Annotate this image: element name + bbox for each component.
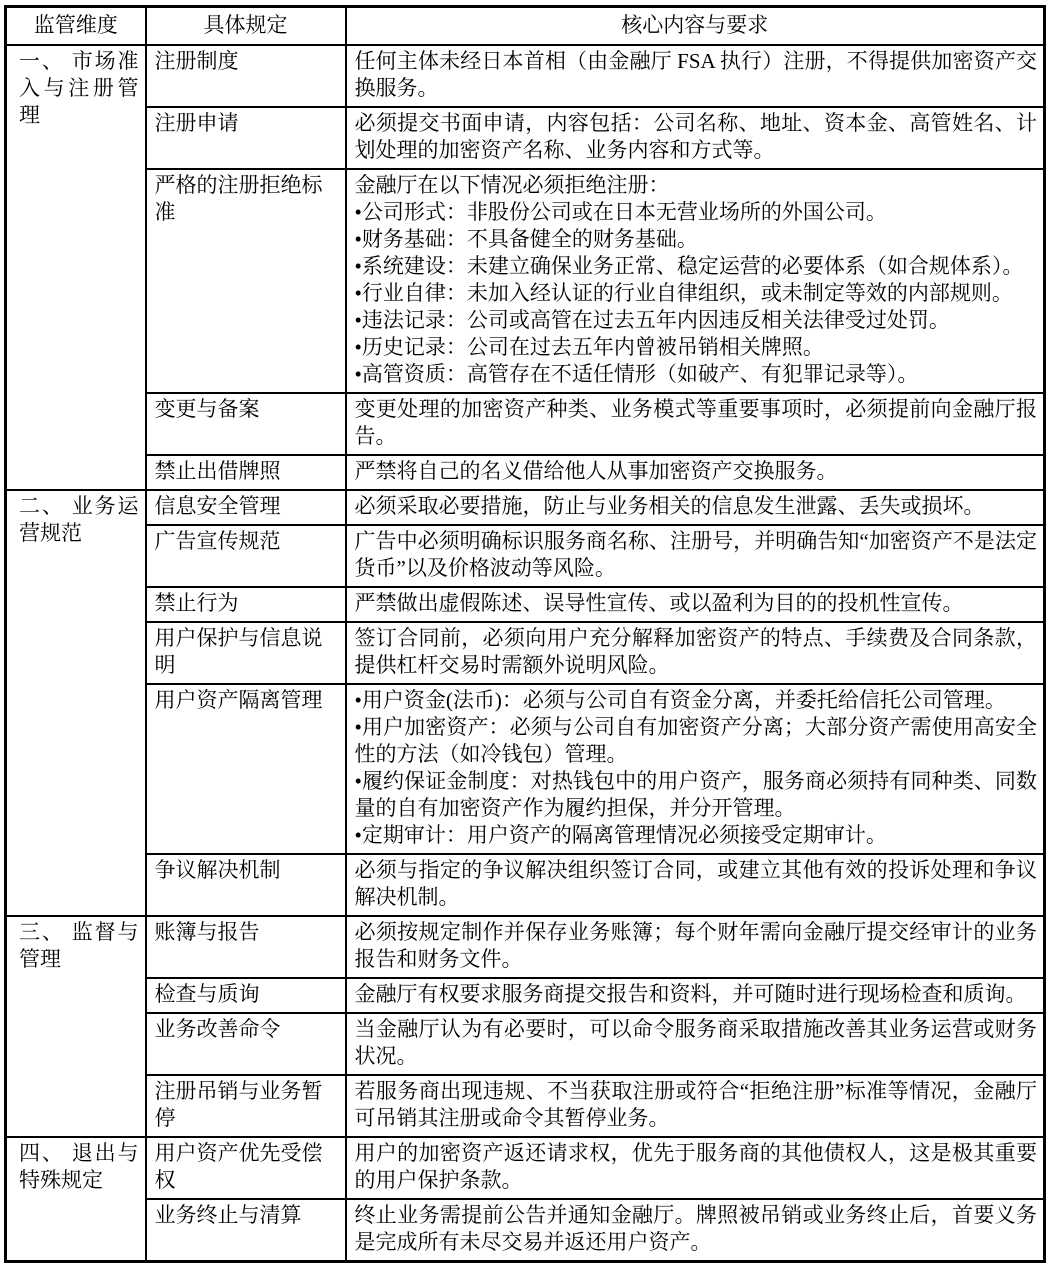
provision-cell: 禁止行为 (146, 587, 346, 622)
content-line: 严禁将自己的名义借给他人从事加密资产交换服务。 (354, 459, 838, 483)
content-line: 当金融厅认为有必要时，可以命令服务商采取措施改善其业务运营或财务状况。 (354, 1017, 1037, 1068)
table-row (6, 525, 1045, 587)
dimension-cell: 一、 市场准入与注册管理 (6, 45, 146, 490)
content-line: •财务基础：不具备健全的财务基础。 (354, 227, 698, 251)
header-content: 核心内容与要求 (346, 7, 1045, 46)
provision-cell: 业务改善命令 (146, 1013, 346, 1075)
content-line: 必须按规定制作并保存业务账簿；每个财年需向金融厅提交经审计的业务报告和财务文件。 (354, 920, 1037, 971)
header-provision: 具体规定 (146, 7, 346, 46)
content-line: 金融厅在以下情况必须拒绝注册： (354, 173, 670, 197)
provision-cell: 用户资产优先受偿权 (146, 1137, 346, 1199)
dimension-cell: 三、 监督与管理 (6, 916, 146, 1137)
content-cell (346, 169, 1045, 393)
table-row (6, 1075, 1045, 1137)
provision-cell: 注册申请 (146, 107, 346, 169)
provision-cell: 争议解决机制 (146, 854, 346, 916)
content-line: •用户加密资产：必须与公司自有加密资产分离；大部分资产需使用高安全性的方法（如冷钱包）管理。 (354, 715, 1037, 766)
content-cell (346, 393, 1045, 455)
content-line: •用户资金(法币)：必须与公司自有资金分离，并委托给信托公司管理。 (354, 688, 1006, 712)
table-row (6, 854, 1045, 916)
content-line: 必须与指定的争议解决组织签订合同，或建立其他有效的投诉处理和争议解决机制。 (354, 858, 1037, 909)
table-row (6, 1137, 1045, 1199)
content-line: •定期审计：用户资产的隔离管理情况必须接受定期审计。 (354, 823, 887, 847)
table-row (6, 978, 1045, 1013)
content-line: •公司形式：非股份公司或在日本无营业场所的外国公司。 (354, 200, 887, 224)
content-cell (346, 854, 1045, 916)
content-cell (346, 1199, 1045, 1262)
content-cell (346, 490, 1045, 525)
table-row (6, 45, 1045, 107)
table-row (6, 1199, 1045, 1262)
provision-cell: 广告宣传规范 (146, 525, 346, 587)
content-line: •行业自律：未加入经认证的行业自律组织，或未制定等效的内部规则。 (354, 281, 1013, 305)
provision-cell: 注册制度 (146, 45, 346, 107)
content-cell (346, 916, 1045, 978)
content-cell (346, 684, 1045, 854)
content-line: 必须提交书面申请，内容包括：公司名称、地址、资本金、高管姓名、计划处理的加密资产名称、业务内容和方式等。 (354, 111, 1037, 162)
content-line: 广告中必须明确标识服务商名称、注册号，并明确告知“加密资产不是法定货币”以及价格波动等风险。 (354, 529, 1037, 580)
content-line: 用户的加密资产返还请求权，优先于服务商的其他债权人，这是极其重要的用户保护条款。 (354, 1141, 1037, 1192)
table-row (6, 107, 1045, 169)
content-line: •高管资质：高管存在不适任情形（如破产、有犯罪记录等）。 (354, 362, 919, 386)
table-row (6, 587, 1045, 622)
table-row (6, 916, 1045, 978)
content-line: •系统建设：未建立确保业务正常、稳定运营的必要体系（如合规体系）。 (354, 254, 1024, 278)
provision-cell: 禁止出借牌照 (146, 455, 346, 490)
content-line: 若服务商出现违规、不当获取注册或符合“拒绝注册”标准等情况，金融厅可吊销其注册或命令其暂停业务。 (354, 1079, 1037, 1130)
table-row (6, 1013, 1045, 1075)
content-line: 金融厅有权要求服务商提交报告和资料，并可随时进行现场检查和质询。 (354, 982, 1027, 1006)
table-row (6, 622, 1045, 684)
content-line: 严禁做出虚假陈述、误导性宣传、或以盈利为目的的投机性宣传。 (354, 591, 964, 615)
provision-cell: 严格的注册拒绝标准 (146, 169, 346, 393)
content-line: 任何主体未经日本首相（由金融厅 FSA 执行）注册，不得提供加密资产交换服务。 (354, 49, 1037, 100)
dimension-cell: 四、 退出与特殊规定 (6, 1137, 146, 1262)
content-line: •违法记录：公司或高管在过去五年内因违反相关法律受过处罚。 (354, 308, 950, 332)
content-cell (346, 622, 1045, 684)
content-line: •历史记录：公司在过去五年内曾被吊销相关牌照。 (354, 335, 824, 359)
provision-cell: 检查与质询 (146, 978, 346, 1013)
content-cell (346, 1013, 1045, 1075)
table-row (6, 393, 1045, 455)
header-dimension: 监管维度 (6, 7, 146, 46)
provision-cell: 变更与备案 (146, 393, 346, 455)
regulation-table (4, 5, 1046, 1263)
table-row (6, 684, 1045, 854)
provision-cell: 注册吊销与业务暂停 (146, 1075, 346, 1137)
content-cell (346, 45, 1045, 107)
content-cell (346, 587, 1045, 622)
provision-cell: 信息安全管理 (146, 490, 346, 525)
content-cell (346, 455, 1045, 490)
content-cell (346, 1075, 1045, 1137)
content-cell (346, 978, 1045, 1013)
provision-cell: 用户资产隔离管理 (146, 684, 346, 854)
table-row (6, 490, 1045, 525)
content-line: 变更处理的加密资产种类、业务模式等重要事项时，必须提前向金融厅报告。 (354, 397, 1037, 448)
table-header-row (6, 7, 1045, 46)
content-cell (346, 1137, 1045, 1199)
provision-cell: 用户保护与信息说明 (146, 622, 346, 684)
content-line: 必须采取必要措施，防止与业务相关的信息发生泄露、丢失或损坏。 (354, 494, 985, 518)
content-line: •履约保证金制度：对热钱包中的用户资产，服务商必须持有同种类、同数量的自有加密资产作为履约担保，并分开管理。 (354, 769, 1037, 820)
provision-cell: 账簿与报告 (146, 916, 346, 978)
table-row (6, 455, 1045, 490)
content-cell (346, 107, 1045, 169)
table-row (6, 169, 1045, 393)
content-line: 签订合同前，必须向用户充分解释加密资产的特点、手续费及合同条款，提供杠杆交易时需额外说明风险。 (354, 626, 1037, 677)
dimension-cell: 二、 业务运营规范 (6, 490, 146, 916)
table-body (6, 45, 1045, 1262)
content-cell (346, 525, 1045, 587)
content-line: 终止业务需提前公告并通知金融厅。牌照被吊销或业务终止后，首要义务是完成所有未尽交易并返还用户资产。 (354, 1203, 1037, 1254)
provision-cell: 业务终止与清算 (146, 1199, 346, 1262)
